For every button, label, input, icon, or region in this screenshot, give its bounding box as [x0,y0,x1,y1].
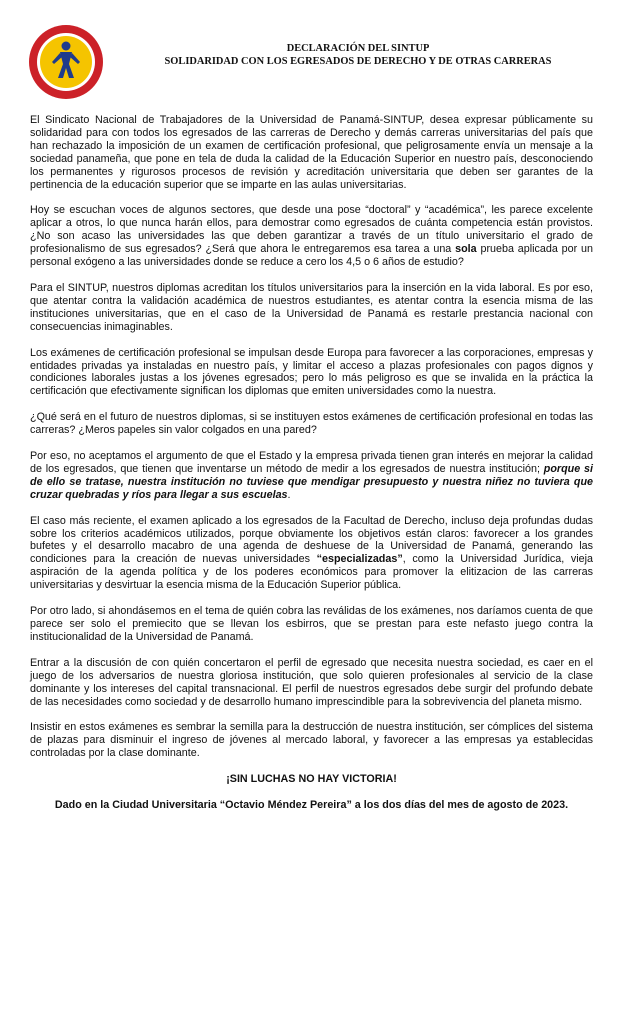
paragraph-4: Los exámenes de certificación profesional se impulsan desde Europa para favorecer a las corporaciones, empresas y entidades privadas ya instaladas en nuestro país, y limitar el acceso a plazas profesionales con pagos dignos y condiciones laborales justas a los jóvenes egresados; pero lo más peligroso es que se invalida en la práctica la certificación que efectivamente significan los diplomas que emiten universidades como la nuestra. [30,346,593,398]
slogan: ¡SIN LUCHAS NO HAY VICTORIA! [226,773,397,786]
sintup-seal-icon [28,24,104,100]
document-title: DECLARACIÓN DEL SINTUP [286,43,430,54]
document-subtitle: SOLIDARIDAD CON LOS EGRESADOS DE DERECHO Y DE OTRAS CARRERAS [164,56,552,67]
paragraph-7 [30,515,593,592]
paragraph-2-text-a: Hoy se escuchan voces de algunos sectores, que desde una pose “doctoral” y “académica”, les parece excelente aplicar a otros, lo que nunca harán ellos, para demostrar como egresados de cuánta competencia están provistos. ¿No son acaso las universidades las que deben garantizar a través de un título universitario el grado de profesionalismo de sus egresados? ¿Será que ahora le entregaremos esa tarea a una [30,204,593,256]
document-header [112,42,604,68]
paragraph-10: Insistir en estos exámenes es sembrar la semilla para la destrucción de nuestra institución, ser cómplices del sistema de plazas para disminuir el ingreso de jóvenes al mercado laboral, y favorecer a las empresas ya establecidas controladas por la clase dominante. [30,721,593,760]
paragraph-5: ¿Qué será en el futuro de nuestros diplomas, si se instituyen estos exámenes de certificación profesional en todas las carreras? ¿Meros papeles sin valor colgados en una pared? [30,411,593,437]
paragraph-7-text-b: , como la Universidad Jurídica, vieja aspiración de la agenda política y de los poderes económicos para promover la elitizacion de las carreras universitarias y desvirtuar la esencia misma de la Educación Superior pública. [30,553,594,592]
paragraph-3: Para el SINTUP, nuestros diplomas acreditan los títulos universitarios para la inserción en la vida laboral. Es por eso, que atentar contra la validación académica de nuestros estudiantes, es atentar contra la esencia misma de las instituciones universitarias, que en el caso de la Universidad de Panamá es restarle prestancia nacional con consecuencias inimaginables. [30,281,593,333]
paragraph-6-emphasis: porque si de ello se tratase, nuestra institución no tuviese que mendigar presupuesto y nuestra niñez no tuviera que cruzar quebradas y ríos para llegar a sus escuelas [30,462,593,501]
paragraph-6-text-a: Por eso, no aceptamos el argumento de que el Estado y la empresa privada tienen gran interés en mejorar la calidad de los egresados, que tienen que inventarse un método de medir a los egresados de nuestra institución; [30,450,593,475]
paragraph-7-emphasis: “especializadas” [316,553,403,566]
paragraph-2-emphasis: sola [455,243,477,256]
paragraph-6-end: . [287,488,291,501]
paragraph-2-text-b: prueba aplicada por un personal exógeno a las universidades donde se reduce a cero los 4,5 o 6 años de estudio? [30,243,593,269]
logo-figure-head [62,42,71,51]
closing-statement: Dado en la Ciudad Universitaria “Octavio Méndez Pereira” a los dos días del mes de agosto de 2023. [54,799,569,812]
paragraph-1: El Sindicato Nacional de Trabajadores de la Universidad de Panamá-SINTUP, desea expresar públicamente su solidaridad para con todos los egresados de las carreras de Derecho y demás carreras universitarias del país que han rechazado la imposición de un examen de certificación profesional, que peligrosamente envía un mensaje a la sociedad panameña, que pone en tela de duda la calidad de la Educación Superior en nuestro país, desconociendo los permanentes y rigurosos procesos de revisión y acreditación universitaria que deben ser garantes de la pertinencia de la educación superior que se imparte en las aulas universitarias. [30,114,593,191]
paragraph-7-text-a: El caso más reciente, el examen aplicado a los egresados de la Facultad de Derecho, incluso deja profundas dudas sobre los criterios académicos utilizados, porque obviamente los objetivos están claros: favorecer a los grandes bufetes y el desarrollo macabro de una agenda de deshuese de la Universidad de Panamá, generando las condiciones para la creación de nuevas universidades [30,514,593,566]
paragraph-2 [30,204,593,269]
paragraph-8: Por otro lado, si ahondásemos en el tema de quién cobra las reválidas de los exámenes, nos daríamos cuenta de que parece ser solo el premiecito que se llevan los esbirros, que se prestan para este nefasto juego contra la institucionalidad de la Universidad de Panamá. [30,605,593,643]
paragraph-6 [30,450,593,502]
paragraph-9: Entrar a la discusión de con quién concertaron el perfil de egresado que necesita nuestra sociedad, es caer en el juego de los adversarios de nuestra gloriosa institución, que solo quieren profesionales al servicio de la clase dominante y los intereses del capital transnacional. El perfil de nuestros egresados debe surgir del profundo debate de las necesidades como sociedad y de desarrollo humano imprescindible para la sobrevivencia del planeta mismo. [30,656,593,708]
document-body [30,114,593,825]
sintup-logo [28,24,104,100]
